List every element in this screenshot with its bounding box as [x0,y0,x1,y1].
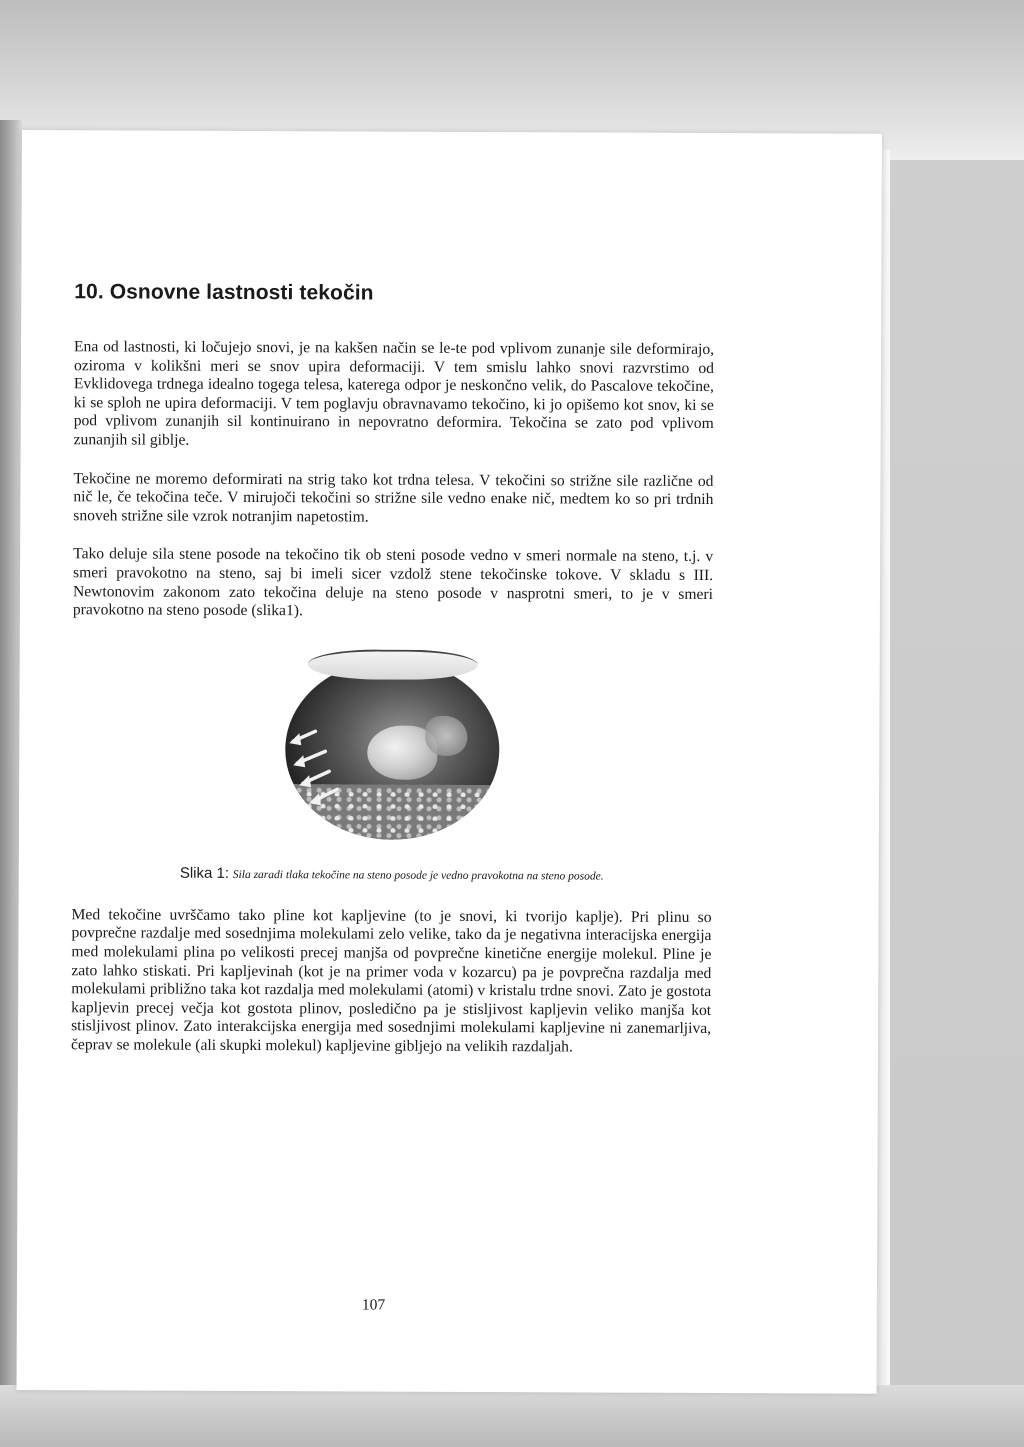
fishbowl-image [285,659,500,840]
fishbowl-rim [308,649,478,680]
force-arrows [285,659,500,840]
document-page [17,130,882,1394]
chapter-heading: 10. Osnovne lastnosti tekočin [74,280,374,305]
paragraph-1: Ena od lastnosti, ki ločujejo snovi, je na kakšen način se le-te pod vplivom zunanje sile deformirajo, oziroma v kolikšni meri se snov upira deformaciji. V tem smislu lahko snovi razvrstimo od Evklidovega trdnega idealno togega telesa, katerega odpor je neskončno velik, do Pascalove tekočine, ki se sploh ne upira deformaciji. V tem poglavju obravnavamo tekočino, ki jo opišemo kot snov, ki se pod vplivom zunanjih sil kontinuirano in nepovratno deformira. Tekočina se zato pod vplivom zunanjih sil giblje. [73,338,715,449]
scan-shadow-bottom [0,1385,1024,1447]
paragraph-3: Tako deluje sila stene posode na tekočino tik ob steni posode vedno v smeri normale na steno, t.j. v smeri pravokotno na steno, saj bi imeli sicer vzdolž stene tekočinske tokove. V skladu s III. Newtonovim zakonom zato tekočina deluje na steno posode v nasprotni smeri, to je v smeri pravokotno na steno posode (slika1). [72,545,714,620]
caption-label: Slika 1: [179,864,230,882]
page-number: 107 [361,1296,386,1314]
paragraph-2: Tekočine ne moremo deformirati na strig tako kot trdna telesa. V tekočini so strižne sile različne od nič le, če tekočina teče. V mirujoči tekočini so strižne sile vedno enake nič, medtem ko so pri trdnih snoveh strižne sile vzrok notranjim napetostim. [73,469,714,526]
paragraph-4: Med tekočine uvrščamo tako pline kot kapljevine (to je snovi, ki tvorijo kaplje). Pri plinu so povprečne razdalje med sosednjima molekulami zelo velike, tako da je negativna interacijska energija med molekulami plina po velikosti precej manjša od povprečne kinetične energije molekul. Pline je zato lahko stiskati. Pri kapljevinah (kot je na primer voda v kozarcu) pa je povprečna razdalja med molekulami približno taka kot razdalja med molekulami (atomi) v kristalu trdne snovi. Zato je gostota kapljevin precej večja kot gostota plinov, posledično pa je stisljivost kapljevin veliko manjša kot stisljivost plinov. Zato interakcijska energija med sosednjimi molekulami kapljevine ni zanemarljiva, čeprav se molekule (ali skupki molekul) kapljevine gibljejo na velikih razdaljah. [70,905,712,1056]
page-content [71,280,714,1077]
figure-caption [72,864,712,885]
figure-fishbowl [277,649,508,850]
caption-text: Sila zaradi tlaka tekočine na steno posode je vedno pravokotna na steno posode. [232,868,604,883]
